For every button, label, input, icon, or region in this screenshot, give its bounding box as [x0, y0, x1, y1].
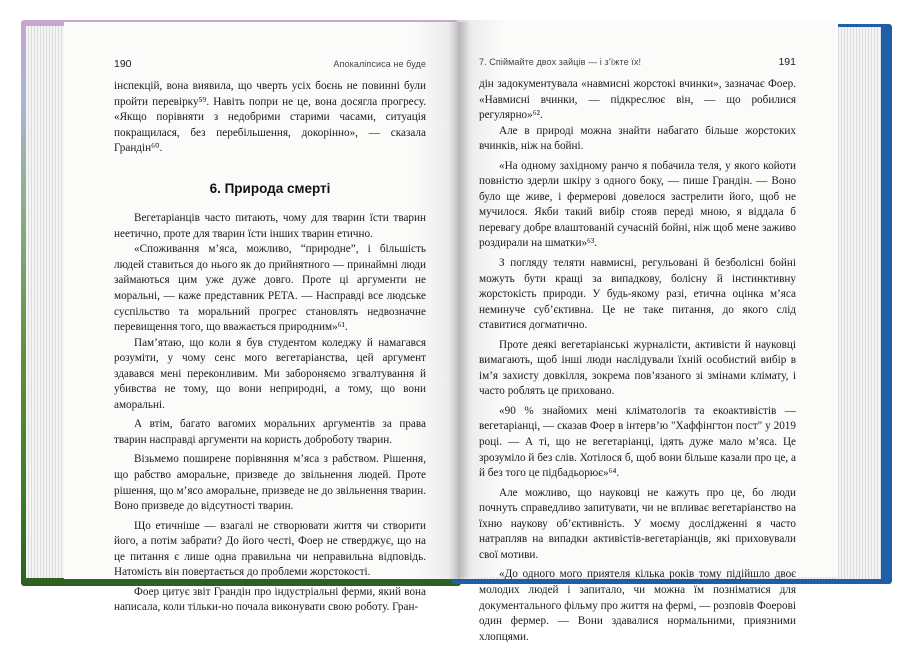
right-running-head	[479, 56, 796, 68]
right-paragraph-7: «До одного мого приятеля кілька років тому підійшло двоє молодих людей і запитало, чи можна їм позніматися для документального фільму про життя на фермі, — розповів Фоерові один фермер. — Вони здавалися нормальними, приязними хлопцями.	[479, 568, 796, 643]
left-page	[64, 22, 460, 614]
right-paragraph-3: З погляду теляти навмисні, регульовані й безболісні бойні можуть бути кращі за випадкову, болісну й інстинктивну жорстокість природи. У будь-якому разі, етична оцінка м’яса неминуче суб’єктивна. Це не таке питання, до якого слід ставитися догматично.	[479, 257, 796, 332]
left-paragraph-2: «Споживання м’яса, можливо, “природне”, і більшість людей ставиться до нього як до прийнятного — принаймні люди займаються цим уже дуже довго. Проте ці аргументи не моральні, — каже представник PETA. — Насправді все людське суспільство та моральний прогрес становлять недвозначне перевищення того, що вважається природним»⁶¹.	[114, 243, 426, 334]
left-paragraph-4: А втім, багато вагомих моральних аргументів за права тварин насправді аргументи на користь доброботу тварин.	[114, 418, 426, 446]
right-paragraph-1: Але в природі можна знайти набагато більше жорстоких вчинків, ніж на бойні.	[479, 124, 796, 153]
right-paragraph-4: Проте деякі вегетаріанські журналісти, активісти й науковці вимагають, щоб інші люди наслідували їхній особистий вибір в ім’я захисту довкілля, зокрема пов’язаного зі змінами клімату, і часто роблять це приховано.	[479, 338, 796, 398]
section-heading: 6. Природа смерті	[209, 180, 331, 196]
left-paragraph-6: Що етичніше — взагалі не створювати життя чи створити його, а потім забрати? До його честі, Фоер не стверджує, що на це питання є лише одна правильна чи неправильна відповідь. Натомість він повертається до проблеми жорстокості.	[114, 519, 426, 579]
left-paragraph-5: Візьмемо поширене порівняння м’яса з рабством. Рішення, що рабство аморальне, призведе до звільнення людей. Проте рішення, що м’ясо аморальне, призведе не до звільнення тварин. Воно призведе до відсутності тварин.	[114, 453, 426, 513]
left-body-text	[114, 79, 426, 616]
right-page-number: 191	[778, 56, 796, 68]
left-running-title: Апокаліпсиса не буде	[333, 59, 426, 69]
left-paragraph-1: Вегетаріанців часто питають, чому для тварин їсти тварин неетично, проте для тварин їсти інших тварин етично.	[114, 212, 426, 240]
right-paragraph-6: Але можливо, що науковці не кажуть про це, бо люди почнуть справедливо запитувати, чи не впливає вегетаріанство на їхню наукову об’єктивність. У моєму дослідженні я часто натрапляв на випадки активістів-вегетаріанців, які приховували свої мотиви.	[479, 486, 796, 561]
left-paragraph-7: Фоер цитує звіт Грандін про індустріальні ферми, який вона написала, коли тільки-но почала виконувати свою роботу. Гран-	[114, 585, 426, 614]
left-paragraph-3: Пам’ятаю, що коли я був студентом коледжу й намагався розуміти, у чому сенс мого вегетаріанства, цей аргумент здавався мені переконливим. Ми забороняємо згвалтування й убивства не тому, що вони неприродні, а тому, що вони аморальні.	[114, 336, 426, 411]
right-page	[457, 20, 838, 643]
right-paragraph-5: «90 % знайомих мені кліматологів та екоактивістів — вегетаріанці, — сказав Фоер в інтерв’ю "Хаффінгтон пост" у 2019 році. — А ті, що не вегетаріанці, ідять дуже мало м’яса. Це зрозуміло й без слів. Хотілося б, щоб вони більше казали про це, а й без того це підбадьорює»⁶⁴.	[479, 404, 796, 480]
right-running-title: 7. Спіймайте двох зайців — і з’їжте їх!	[479, 57, 642, 67]
left-page-number: 190	[114, 58, 132, 70]
right-paragraph-2: «На одному західному ранчо я побачила теля, у якого койоти повністю здерли шкіру з одного боку, — пише Грандін. — Воно було ще живе, і фермерові довелося застрелити його, щоб не мучилося. Якби такий вибір стояв переді мною, я віддала б перевагу добре влаштованій сучасній бойні, ніж щоб мене заживо роздирали на шматки»⁶³.	[479, 159, 796, 250]
right-intro-paragraph: дін задокументувала «навмисні жорстокі вчинки», зазначає Фоер. «Навмисні вчинки, — підкреслює він, — що робилися регулярно»⁶².	[479, 78, 796, 122]
right-body-text	[479, 77, 796, 645]
left-running-head	[114, 58, 426, 70]
left-intro-paragraph: інспекцій, вона виявила, що чверть усіх боєнь не повинні були пройти перевірку⁵⁹. Навіть попри не це, вона досягла прогресу. «Якщо порівняти з недобрими старими часами, ситуація покращилася, без перебільшення, докорінно», — сказала Грандін⁶⁰.	[114, 80, 426, 155]
